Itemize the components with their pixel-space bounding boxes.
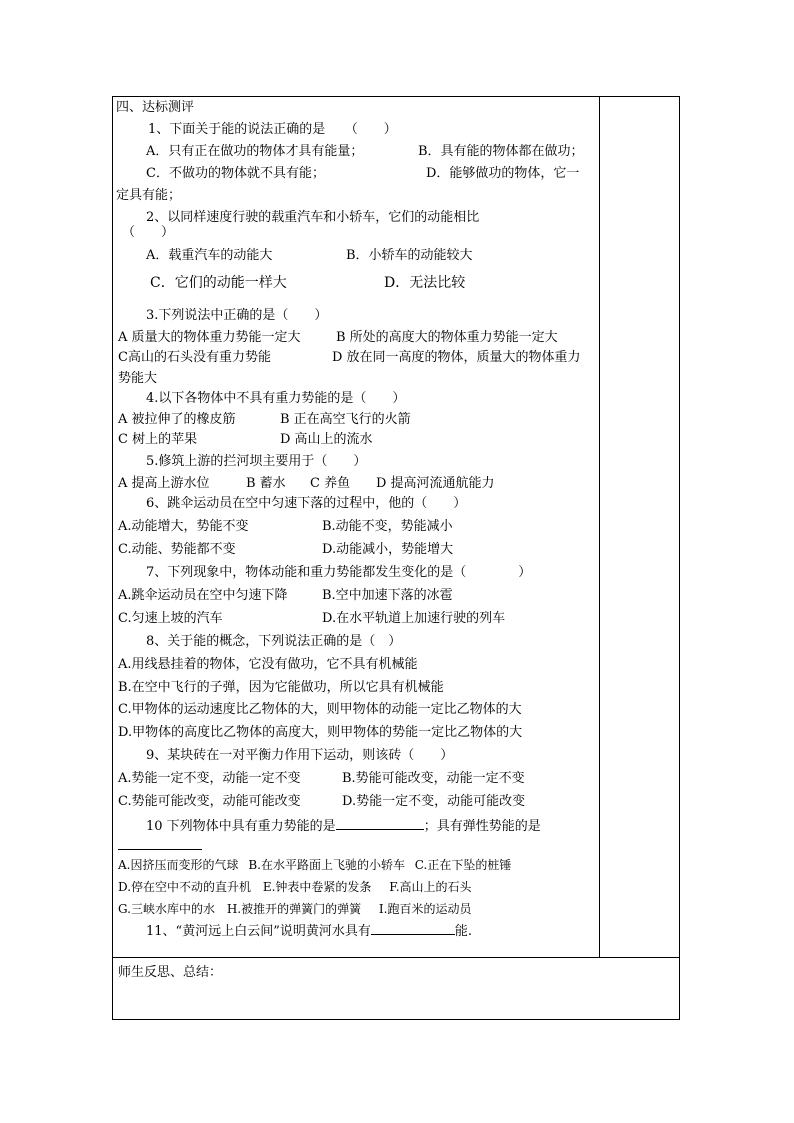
q5-stem: 5.修筑上游的拦河坝主要用于（ ） [146, 454, 367, 469]
q6-option-b: B.动能不变，势能减小 [322, 519, 453, 534]
q10-option-f: F.高山上的石头 [389, 880, 472, 894]
q9-stem: 9、某块砖在一对平衡力作用下运动，则该砖（ ） [146, 748, 454, 763]
q4-stem: 4.以下各物体中不具有重力势能的是（ ） [146, 391, 406, 406]
q9-option-c: C.势能可能改变，动能可能改变 [118, 794, 301, 809]
q2-stem: 2、以同样速度行驶的载重汽车和小轿车，它们的动能相比 [146, 210, 480, 225]
q5-option-b: B 蓄水 [246, 476, 286, 491]
q7-stem: 7、下列现象中，物体动能和重力势能都发生变化的是（ ） [146, 565, 532, 580]
q2-option-b: B．小轿车的动能较大 [346, 248, 473, 263]
q8-option-c: C.甲物体的运动速度比乙物体的大，则甲物体的动能一定比乙物体的大 [118, 702, 522, 717]
q2-option-a: A．载重汽车的动能大 [146, 248, 273, 263]
q10-options-row-2 [118, 879, 472, 895]
q10-blank-gravity [336, 817, 424, 830]
q1-option-a: A．只有正在做功的物体才具有能量； [146, 144, 364, 159]
q5-option-c: C 养鱼 [310, 476, 351, 491]
q10-option-h: H.被推开的弹簧门的弹簧 [226, 902, 362, 916]
q3-option-a: A 质量大的物体重力势能一定大 [118, 330, 301, 345]
q9-option-d: D.势能一定不变，动能可能改变 [342, 794, 526, 809]
column-divider [599, 97, 600, 957]
q1-option-d: D．能够做功的物体，它一 [426, 166, 580, 181]
row-divider [113, 957, 679, 958]
q10-option-g: G.三峡水库中的水 [118, 902, 215, 916]
q8-stem: 8、关于能的概念，下列说法正确的是（ ） [146, 634, 402, 649]
q8-option-b: B.在空中飞行的子弹，因为它能做功，所以它具有机械能 [118, 680, 444, 695]
q11-stem-part-a: 11、“黄河远上白云间”说明黄河水具有 [146, 924, 371, 939]
q8-option-d: D.甲物体的高度比乙物体的高度大，则甲物体的势能一定比乙物体的大 [118, 725, 523, 740]
q10-option-e: E.钟表中卷紧的发条 [262, 880, 372, 894]
q10-option-a: A.因挤压而变形的气球 [118, 858, 239, 872]
q5-option-d: D 提高河流通航能力 [376, 476, 495, 491]
q10-options-row-3 [118, 901, 471, 917]
q6-option-d: D.动能减小，势能增大 [322, 542, 454, 557]
q10-option-d: D.停在空中不动的直升机 [118, 880, 252, 894]
q3-option-d: D 放在同一高度的物体，质量大的物体重力 [332, 350, 581, 365]
q4-option-c: C 树上的苹果 [118, 432, 198, 447]
q7-option-a: A.跳伞运动员在空中匀速下降 [118, 588, 288, 603]
q6-option-c: C.动能、势能都不变 [118, 542, 236, 557]
q4-option-b: B 正在高空飞行的火箭 [280, 412, 411, 427]
reflection-label: 师生反思、总结： [118, 965, 223, 980]
q4-option-a: A 被拉伸了的橡皮筋 [118, 412, 236, 427]
q1-option-c: C．不做功的物体就不具有能； [146, 166, 325, 181]
q10-stem [146, 817, 541, 835]
q2-option-c: C．它们的动能一样大 [150, 275, 287, 291]
q5-option-a: A 提高上游水位 [118, 476, 210, 491]
q10-stem-part-a: 10 下列物体中具有重力势能的是 [146, 819, 336, 834]
q7-option-c: C.匀速上坡的汽车 [118, 611, 223, 626]
q3-option-b: B 所处的高度大的物体重力势能一定大 [336, 330, 558, 345]
q7-option-d: D.在水平轨道上加速行驶的列车 [322, 611, 506, 626]
q11-stem [146, 922, 472, 940]
q3-stem: 3.下列说法中正确的是（ ） [146, 308, 328, 323]
q9-option-b: B.势能可能改变，动能一定不变 [342, 771, 525, 786]
q3-option-c: C高山的石头没有重力势能 [118, 350, 271, 365]
q7-option-b: B.空中加速下落的冰雹 [322, 588, 453, 603]
q6-stem: 6、跳伞运动员在空中匀速下落的过程中，他的（ ） [146, 496, 467, 511]
q10-option-c: C.正在下坠的桩锤 [414, 858, 512, 872]
q10-option-b: B.在水平路面上飞驰的小轿车 [248, 858, 405, 872]
q4-option-d: D 高山上的流水 [280, 432, 373, 447]
q11-blank [371, 922, 455, 935]
q2-paren: （ ） [122, 225, 175, 240]
q3-option-d-continued: 势能大 [118, 371, 158, 386]
q8-option-a: A.用线悬挂着的物体，它没有做功，它不具有机械能 [118, 657, 418, 672]
q10-options-row-1 [118, 857, 511, 873]
section-title: 四、达标测评 [116, 100, 195, 115]
q11-stem-part-b: 能. [454, 924, 472, 939]
q10-option-i: I.跑百米的运动员 [378, 902, 472, 916]
q10-stem-part-b: ；具有弹性势能的是 [423, 819, 541, 834]
q1-option-d-continued: 定具有能； [116, 188, 182, 203]
q1-option-b: B．具有能的物体都在做功； [418, 144, 584, 159]
q6-option-a: A.动能增大，势能不变 [118, 519, 249, 534]
q10-blank-elastic [118, 849, 202, 850]
q2-option-d: D．无法比较 [384, 275, 466, 291]
q9-option-a: A.势能一定不变，动能一定不变 [118, 771, 301, 786]
q1-stem: 1、下面关于能的说法正确的是 （ ） [148, 122, 397, 137]
